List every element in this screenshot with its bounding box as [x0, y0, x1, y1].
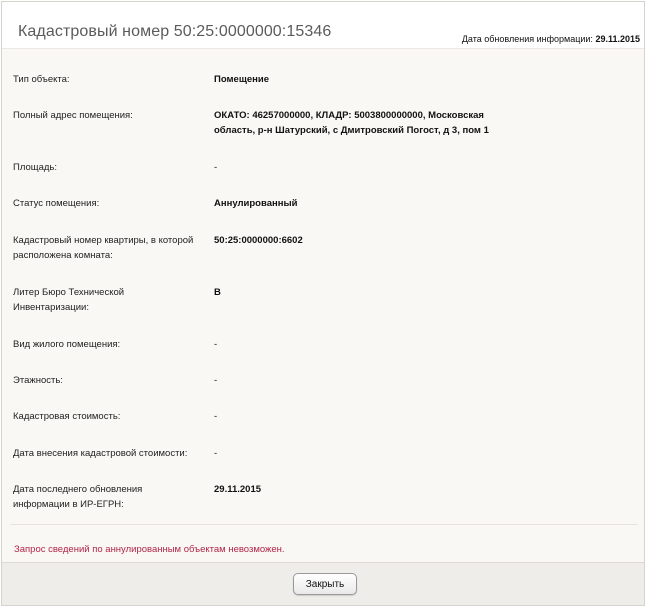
- dialog-footer: [2, 562, 644, 605]
- field-value: -: [214, 411, 218, 422]
- label-line-1: Литер Бюро Технической: [13, 287, 125, 298]
- field-label: Кадастровая стоимость:: [13, 411, 121, 422]
- close-button[interactable]: Закрыть: [293, 573, 357, 595]
- field-value: -: [214, 162, 218, 173]
- label-line-2: информации в ИР-ЕГРН:: [13, 499, 124, 510]
- divider: [10, 524, 638, 525]
- field-label: Этажность:: [13, 375, 63, 386]
- field-value: 50:25:0000000:6602: [214, 235, 303, 246]
- update-info: [462, 34, 640, 44]
- field-value: -: [214, 448, 218, 459]
- cadastral-info-dialog: [1, 1, 645, 606]
- field-label: Статус помещения:: [13, 198, 100, 209]
- field-value: 29.11.2015: [214, 484, 262, 495]
- warning-message: Запрос сведений по аннулированным объектам невозможен.: [14, 544, 285, 555]
- field-value: В: [214, 287, 221, 298]
- update-date: 29.11.2015: [595, 34, 640, 44]
- field-label: Тип объекта:: [13, 74, 70, 85]
- label-line-2: расположена комната:: [13, 250, 113, 261]
- field-value: -: [214, 339, 218, 350]
- update-label: Дата обновления информации:: [461, 34, 593, 44]
- label-line-2: Инвентаризации:: [13, 302, 89, 313]
- label-line-1: Кадастровый номер квартиры, в которой: [13, 235, 194, 246]
- label-line-1: Дата последнего обновления: [13, 484, 143, 495]
- field-value: -: [214, 375, 218, 386]
- field-label: [13, 285, 213, 315]
- field-label: Дата внесения кадастровой стоимости:: [13, 448, 188, 459]
- address-line-1: ОКАТО: 46257000000, КЛАДР: 5003800000000, Московская: [214, 110, 484, 121]
- dialog-header: [2, 2, 644, 49]
- field-value: [214, 108, 634, 138]
- field-label: Полный адрес помещения:: [13, 110, 133, 121]
- field-value: Помещение: [214, 74, 269, 85]
- field-label: [13, 233, 213, 263]
- field-label: Площадь:: [13, 162, 57, 173]
- field-label: [13, 482, 213, 512]
- field-value: Аннулированный: [214, 198, 298, 209]
- dialog-title: Кадастровый номер 50:25:0000000:15346: [18, 23, 332, 40]
- field-label: Вид жилого помещения:: [13, 339, 121, 350]
- address-line-2: область, р-н Шатурский, с Дмитровский Погост, д 3, пом 1: [214, 125, 489, 136]
